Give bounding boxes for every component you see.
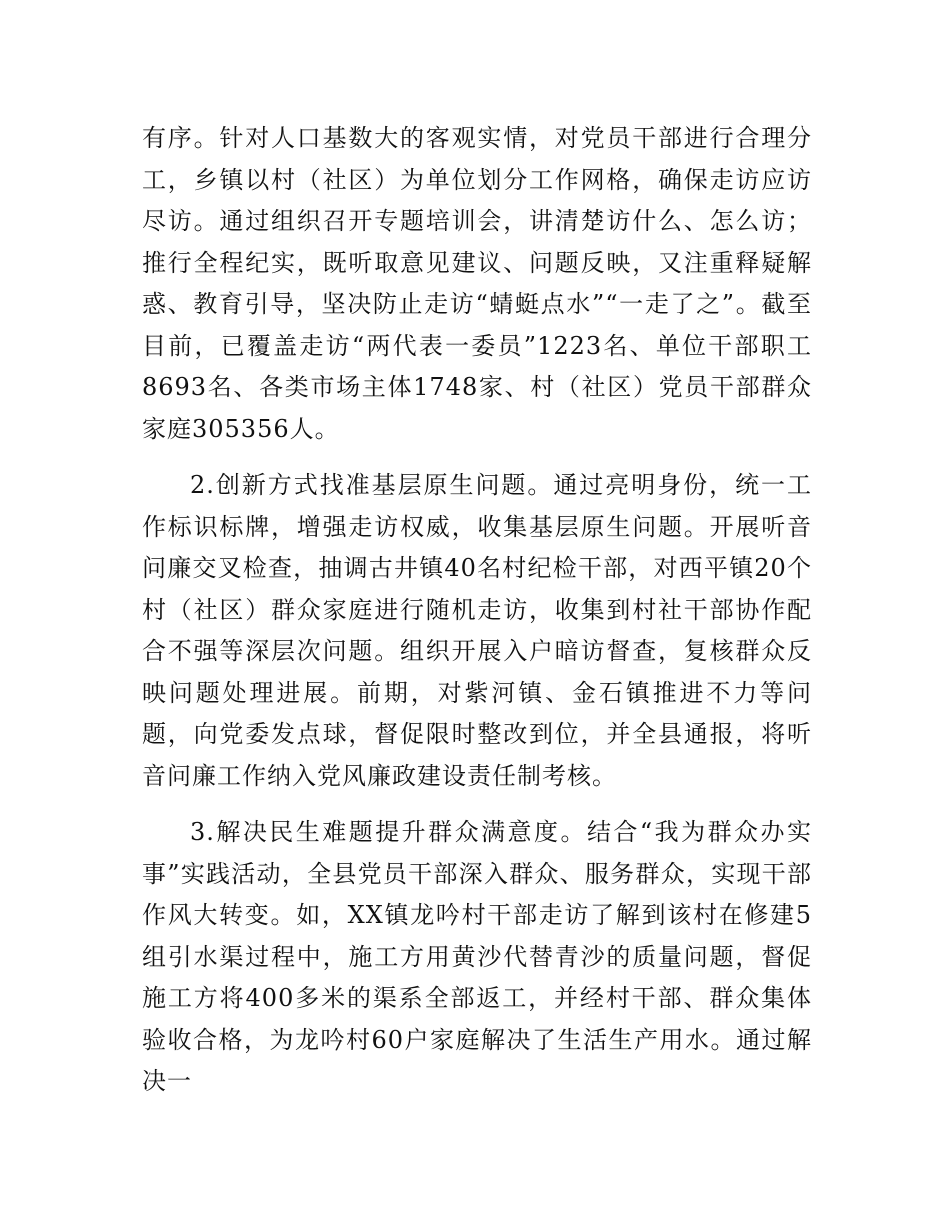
document-page <box>142 118 812 1103</box>
paragraph-3-solve-livelihood: 3.解决民生难题提升群众满意度。结合“我为群众办实事”实践活动，全县党员干部深入群众、服务群众，实现干部作风大转变。如，XX镇龙吟村干部走访了解到该村在修建5组引水渠过程中，施工方用黄沙代替青沙的质量问题，督促施工方将400多米的渠系全部返工，并经村干部、群众集体验收合格，为龙吟村60户家庭解决了生活生产用水。通过解决一 <box>142 818 812 1095</box>
paragraph-continued: 有序。针对人口基数大的客观实情，对党员干部进行合理分工，乡镇以村（社区）为单位划分工作网格，确保走访应访尽访。通过组织召开专题培训会，讲清楚访什么、怎么访；推行全程纪实，既听取意见建议、问题反映，又注重释疑解惑、教育引导，坚决防止走访“蜻蜓点水”“一走了之”。截至目前，已覆盖走访“两代表一委员”1223名、单位干部职工8693名、各类市场主体1748家、村（社区）党员干部群众家庭305356人。 <box>142 124 812 443</box>
paragraph-2-innovate-methods: 2.创新方式找准基层原生问题。通过亮明身份，统一工作标识标牌，增强走访权威，收集基层原生问题。开展听音问廉交叉检查，抽调古井镇40名村纪检干部，对西平镇20个村（社区）群众家庭进行随机走访，收集到村社干部协作配合不强等深层次问题。组织开展入户暗访督查，复核群众反映问题处理进展。前期，对紫河镇、金石镇推进不力等问题，向党委发点球，督促限时整改到位，并全县通报，将听音问廉工作纳入党风廉政建设责任制考核。 <box>142 471 812 790</box>
